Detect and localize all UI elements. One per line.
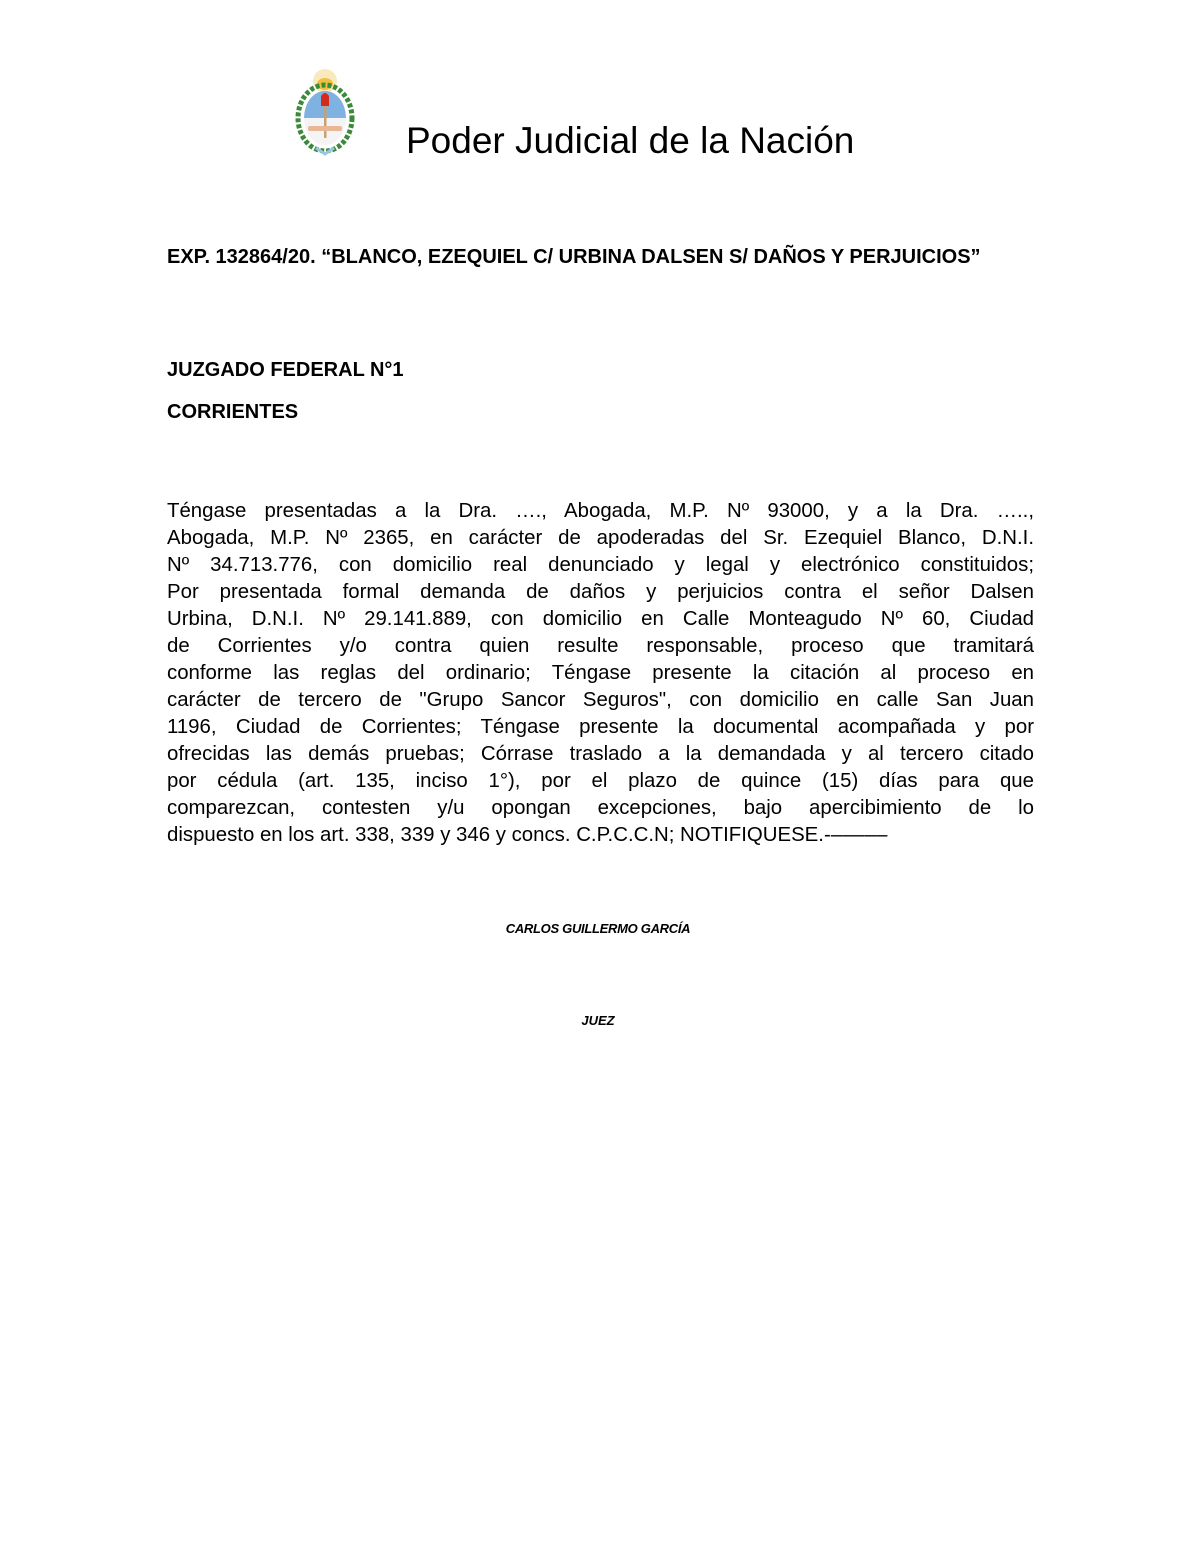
body-line: por cédula (art. 135, inciso 1°), por el plazo de quince (15) días para que <box>167 770 1034 792</box>
body-line: Por presentada formal demanda de daños y perjuicios contra el señor Dalsen <box>167 581 1034 603</box>
body-line: Nº 34.713.776, con domicilio real denunciado y legal y electrónico constituidos; <box>167 554 1034 576</box>
body-line: conforme las reglas del ordinario; Téngase presente la citación al proceso en <box>167 662 1034 684</box>
case-expediente: EXP. 132864/20. “BLANCO, EZEQUIEL C/ URBINA DALSEN S/ DAÑOS Y PERJUICIOS” <box>167 246 981 268</box>
court-name: JUZGADO FEDERAL N°1 <box>167 359 404 381</box>
body-line: carácter de tercero de "Grupo Sancor Seguros", con domicilio en calle San Juan <box>167 689 1034 711</box>
body-line: Urbina, D.N.I. Nº 29.141.889, con domicilio en Calle Monteagudo Nº 60, Ciudad <box>167 608 1034 630</box>
page-title: Poder Judicial de la Nación <box>406 120 855 161</box>
judge-name: CARLOS GUILLERMO GARCÍA <box>505 921 691 936</box>
body-line: de Corrientes y/o contra quien resulte responsable, proceso que tramitará <box>167 635 1034 657</box>
resolution-body <box>167 498 1034 849</box>
body-line: 1196, Ciudad de Corrientes; Téngase presente la documental acompañada y por <box>167 716 1034 738</box>
body-line: Téngase presentadas a la Dra. …., Abogada, M.P. Nº 93000, y a la Dra. ….., <box>167 500 1034 522</box>
body-line: comparezcan, contesten y/u opongan excepciones, bajo apercibimiento de lo <box>167 797 1034 819</box>
judge-title: JUEZ <box>581 1013 615 1028</box>
body-line: ofrecidas las demás pruebas; Córrase traslado a la demandada y al tercero citado <box>167 743 1034 765</box>
argentina-coat-of-arms-icon <box>294 68 356 158</box>
court-city: CORRIENTES <box>167 401 299 423</box>
body-line: dispuesto en los art. 338, 339 y 346 y concs. C.P.C.C.N; NOTIFIQUESE.-––––– <box>167 824 888 846</box>
body-line: Abogada, M.P. Nº 2365, en carácter de apoderadas del Sr. Ezequiel Blanco, D.N.I. <box>167 527 1034 549</box>
